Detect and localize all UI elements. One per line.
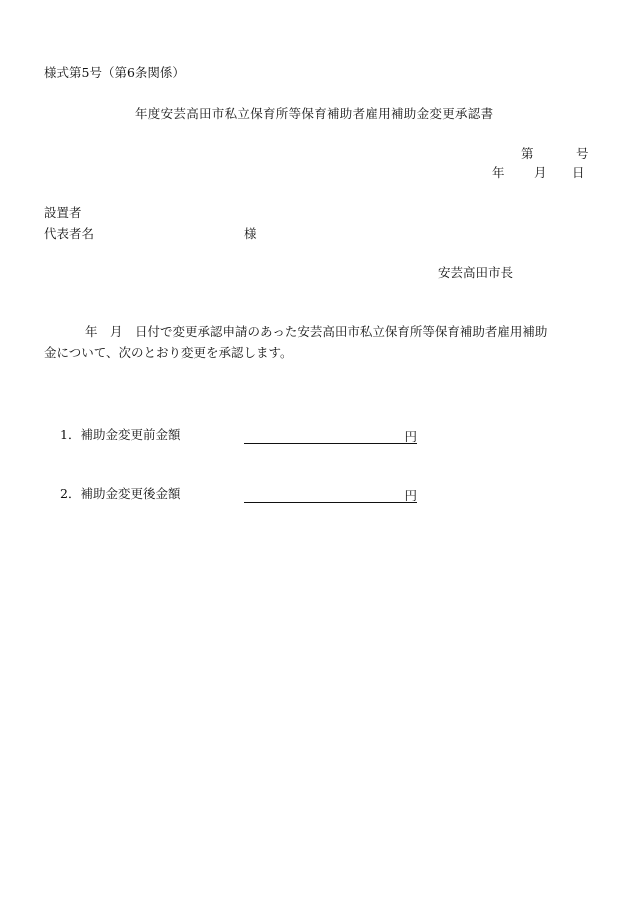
document-title: 年度安芸高田市私立保育所等保育補助者雇用補助金変更承認書 (135, 106, 494, 121)
issuer: 安芸高田市長 (438, 265, 514, 280)
ref-go: 号 (576, 146, 589, 161)
date-month: 月 (534, 165, 547, 180)
date-day: 日 (572, 165, 585, 180)
item-before-amount-field (244, 427, 417, 444)
representative-label: 代表者名 (44, 226, 95, 241)
yen-unit: 円 (404, 429, 417, 444)
date-year: 年 (492, 165, 505, 180)
ref-dai: 第 (521, 146, 534, 161)
item-before-label: 1．補助金変更前金額 (60, 427, 181, 442)
form-number: 様式第5号（第6条関係） (44, 65, 185, 80)
body-line-2: 金について、次のとおり変更を承認します。 (44, 345, 293, 360)
setchisha-label: 設置者 (44, 205, 82, 220)
yen-unit: 円 (404, 488, 417, 503)
sama-honorific: 様 (244, 226, 257, 241)
item-after-amount-field (244, 486, 417, 503)
item-after-label: 2．補助金変更後金額 (60, 486, 181, 501)
body-line-1: 年 月 日付で変更承認申請のあった安芸高田市私立保育所等保育補助者雇用補助 (85, 324, 548, 339)
